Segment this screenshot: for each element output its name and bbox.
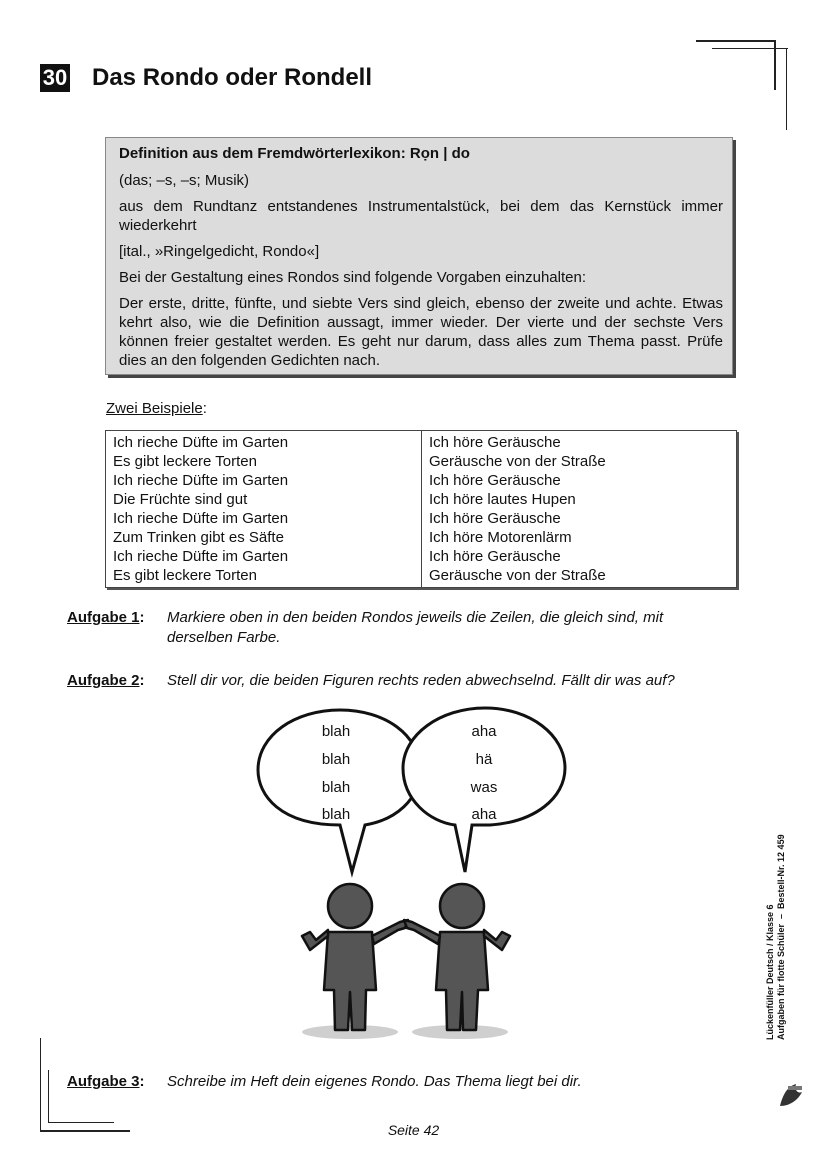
- corner-ornament-top-right: [786, 48, 787, 130]
- poem-line: Ich höre Geräusche: [429, 510, 561, 527]
- corner-ornament-top-right: [696, 40, 776, 42]
- footer-page-number: Seite 42: [387, 1122, 440, 1138]
- definition-meaning: aus dem Rundtanz entstandenes Instrumentalstück, bei dem das Kernstück immer wiederkehrt: [119, 198, 723, 234]
- speech-word-left: blah: [321, 779, 351, 796]
- speech-word-right: was: [470, 779, 498, 796]
- poem-line: Zum Trinken gibt es Säfte: [113, 529, 284, 546]
- definition-box: [105, 137, 733, 375]
- poem-left-column: [106, 431, 422, 587]
- speech-word-right: hä: [475, 751, 493, 768]
- poem-line: Ich höre Geräusche: [429, 548, 561, 565]
- definition-grammar: (das; –s, –s; Musik): [119, 172, 250, 189]
- poem-line: Ich rieche Düfte im Garten: [113, 510, 289, 527]
- task-1-label: Aufgabe 1:: [67, 609, 145, 626]
- figure-right: [404, 884, 510, 1030]
- examples-label: [106, 400, 207, 417]
- poem-table: [105, 430, 737, 588]
- task-3-text: Schreibe im Heft dein eigenes Rondo. Das Thema liegt bei dir.: [167, 1073, 582, 1090]
- poem-line: Ich rieche Düfte im Garten: [113, 472, 289, 489]
- page-number-badge: 30: [40, 64, 70, 92]
- task-2-text: Stell dir vor, die beiden Figuren rechts reden abwechselnd. Fällt dir was auf?: [167, 672, 675, 689]
- poem-line: Es gibt leckere Torten: [113, 567, 257, 584]
- imprint-subtitle: Aufgaben für flotte Schüler: [776, 923, 786, 1040]
- definition-rule-text: Der erste, dritte, fünfte, und siebte Vers sind gleich, ebenso der zweite und achte. Etwas kehrt also, wie die Definition aussagt, immer wieder. Der vierte und der sechste Vers können freier gestaltet werden. Es geht nur darum, dass alles zum Thema passt. Prüfe dies an den folgenden Gedichten nach.: [119, 295, 723, 369]
- task-1-text: Markiere oben in den beiden Rondos jeweils die Zeilen, die gleich sind, mit derselben Farbe.: [167, 609, 664, 646]
- examples-label-text: Zwei Beispiele: [106, 400, 203, 417]
- imprint-separator: –: [776, 908, 786, 924]
- page-title: Das Rondo oder Rondell: [92, 64, 373, 91]
- poem-right-column: [422, 431, 736, 587]
- task-2: [67, 671, 747, 691]
- speech-illustration: [240, 700, 580, 1050]
- poem-line: Ich rieche Düfte im Garten: [113, 434, 289, 451]
- speech-word-right: aha: [471, 723, 497, 740]
- poem-line: Ich rieche Düfte im Garten: [113, 548, 289, 565]
- speech-word-left: blah: [321, 806, 351, 823]
- corner-ornament-bottom-left: [40, 1038, 41, 1130]
- task-3: [67, 1072, 747, 1092]
- definition-heading: Definition aus dem Fremdwörterlexikon: Rọn | do: [119, 145, 470, 162]
- poem-line: Ich höre Motorenlärm: [429, 529, 572, 546]
- imprint-series: Lückenfüller Deutsch / Klasse 6: [765, 904, 775, 1040]
- examples-label-suffix: :: [202, 400, 207, 417]
- imprint-order-number: Bestell-Nr. 12 459: [776, 834, 786, 909]
- speech-word-left: blah: [321, 751, 351, 768]
- poem-line: Ich höre Geräusche: [429, 434, 561, 451]
- task-1: [67, 608, 747, 648]
- poem-line: Geräusche von der Straße: [429, 567, 606, 584]
- side-imprint: [765, 780, 805, 1040]
- poem-line: Ich höre Geräusche: [429, 472, 561, 489]
- poem-line: Geräusche von der Straße: [429, 453, 606, 470]
- corner-ornament-top-right: [712, 48, 788, 49]
- imprint-line-1: [765, 780, 776, 1040]
- poem-line: Ich höre lautes Hupen: [429, 491, 576, 508]
- speech-word-right: aha: [471, 806, 497, 823]
- poem-line: Die Früchte sind gut: [113, 491, 248, 508]
- task-3-label: Aufgabe 3:: [67, 1073, 145, 1090]
- figure-left: [302, 884, 408, 1030]
- figure-shadow: [302, 1025, 398, 1039]
- imprint-line-2: [776, 780, 787, 1040]
- task-2-label-text: Aufgabe 2: [67, 672, 140, 689]
- task-3-label-text: Aufgabe 3: [67, 1073, 140, 1090]
- task-2-label: Aufgabe 2:: [67, 672, 145, 689]
- publisher-logo: [776, 1080, 806, 1110]
- poem-line: Es gibt leckere Torten: [113, 453, 257, 470]
- definition-rule-intro: Bei der Gestaltung eines Rondos sind folgende Vorgaben einzuhalten:: [119, 269, 586, 286]
- definition-origin: [ital., »Ringelgedicht, Rondo«]: [119, 243, 320, 260]
- speech-word-left: blah: [321, 723, 351, 740]
- corner-ornament-bottom-left: [48, 1070, 49, 1122]
- task-1-label-text: Aufgabe 1: [67, 609, 140, 626]
